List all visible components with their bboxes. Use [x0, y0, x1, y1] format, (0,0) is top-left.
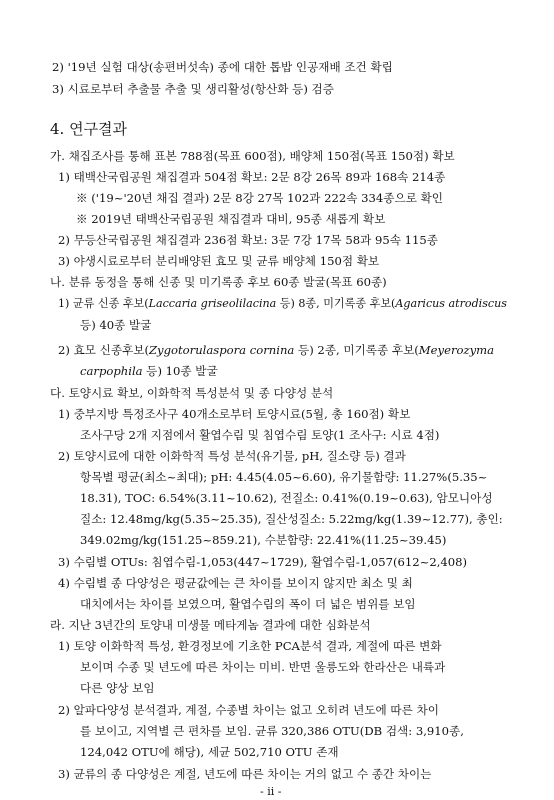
species-name: Agaricus atrodiscus [395, 297, 507, 310]
text-line: 124,042 OTU에 해당), 세균 502,710 OTU 존재 [80, 745, 339, 759]
text-line: 다. 토양시료 확보, 이화학적 특성분석 및 종 다양성 분석 [50, 386, 334, 400]
text-line: 를 보이고, 지역별 큰 편차를 보임. 균류 320,386 OTU(DB 검색: 3,910종, [80, 724, 464, 738]
fungi-prefix: 1) 균류 신종 후보( [58, 297, 149, 310]
text-line: 4) 수림별 종 다양성은 평균값에는 큰 차이를 보이지 않지만 최소 및 최 [58, 576, 413, 590]
text-line: 3) 균류의 종 다양성은 계절, 년도에 따른 차이는 거의 없고 수 종간 차이는 [58, 767, 432, 781]
text-line: 2) 토양시료에 대한 이화학적 특성 분석(유기물, pH, 질소량 등) 결과 [58, 449, 406, 463]
species-name: Zygotorulaspora cornina [149, 343, 295, 357]
fungi-new-species-line [58, 296, 507, 312]
text-line: 대치에서는 차이를 보였으며, 활엽수림의 폭이 더 넓은 범위를 보임 [80, 597, 416, 611]
species-name: Meyerozyma [418, 343, 495, 357]
text-line: 라. 지난 3년간의 토양내 미생물 메타게놈 결과에 대한 심화분석 [50, 618, 371, 632]
text-line: 1) 중부지방 특정조사구 40개소로부터 토양시료(5월, 총 160점) 확보 [58, 407, 411, 421]
text-line: 다른 양상 보임 [80, 681, 155, 695]
text-line: 1) 태백산국립공원 채집결과 504점 확보: 2문 8강 26목 89과 168속 214종 [58, 170, 446, 184]
page-number: - ii - [260, 785, 282, 798]
yeast-middle: 등) 2종, 미기록종 후보( [294, 343, 419, 357]
text-line: 2) 알파다양성 분석결과, 계절, 수종별 차이는 없고 오히려 년도에 따른 차이 [58, 703, 439, 717]
yeast-prefix: 2) 효모 신종후보( [58, 343, 149, 357]
text-line: 18.31), TOC: 6.54%(3.11~10.62), 전질소: 0.41%(0.19~0.63), 암모니아성 [80, 491, 493, 505]
text-line: 2) 무등산국립공원 채집결과 236점 확보: 3문 7강 17목 58과 95속 115종 [58, 233, 438, 247]
yeast-suffix: 등) 10종 발굴 [142, 364, 218, 378]
text-line: 나. 분류 동정을 통해 신종 및 미기록종 후보 60종 발굴(목표 60종) [50, 275, 387, 289]
text-line: 1) 토양 이화학적 특성, 환경정보에 기초한 PCA분석 결과, 계절에 따른 변화 [58, 639, 442, 653]
text-line: 가. 채집조사를 통해 표본 788점(목표 600점), 배양체 150점(목표 150점) 확보 [50, 149, 455, 163]
section-heading: 4. 연구결과 [50, 120, 128, 138]
yeast-new-species-line-2 [80, 363, 218, 379]
text-line: 보이며 수종 및 년도에 따른 차이는 미비. 반면 울릉도와 한라산은 내륙과 [80, 660, 446, 674]
text-line: 항목별 평균(최소~최대); pH: 4.45(4.05~6.60), 유기물함량: 11.27%(5.35~ [80, 470, 488, 484]
text-line: 2) '19년 실험 대상(송편버섯속) 종에 대한 톱밥 인공재배 조건 확립 [52, 60, 393, 74]
species-name: Laccaria griseolilacina [148, 297, 277, 310]
text-line: 349.02mg/kg(151.25~859.21), 수분함량: 22.41%(11.25~39.45) [80, 533, 447, 547]
note-line: ※ ('19~'20년 채집 결과) 2문 8강 27목 102과 222속 334종으로 확인 [76, 191, 443, 205]
fungi-middle: 등) 8종, 미기록종 후보( [276, 297, 396, 310]
text-line: 3) 수림별 OTUs: 침엽수림-1,053(447~1729), 활엽수림-1,057(612~2,408) [58, 555, 468, 569]
text-line: 조사구당 2개 지점에서 활엽수림 및 침엽수림 토양(1 조사구: 시료 4점) [80, 428, 440, 442]
species-name: carpophila [80, 364, 143, 378]
text-line: 등) 40종 발굴 [80, 318, 152, 332]
text-line: 질소: 12.48mg/kg(5.35~25.35), 질산성질소: 5.22mg/kg(1.39~12.77), 총인: [80, 512, 503, 526]
text-line: 3) 시료로부터 추출물 추출 및 생리활성(항산화 등) 검증 [52, 82, 334, 96]
text-line: 3) 야생시료로부터 분리배양된 효모 및 균류 배양체 150점 확보 [58, 254, 380, 268]
yeast-new-species-line [58, 342, 494, 358]
note-line: ※ 2019년 태백산국립공원 채집결과 대비, 95종 새롭게 확보 [76, 212, 386, 226]
